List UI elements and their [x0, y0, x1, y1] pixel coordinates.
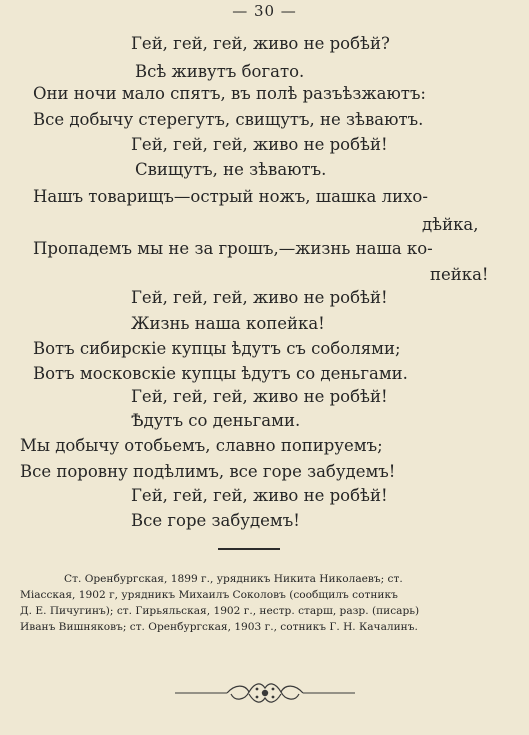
poem-line: Вотъ сибирскіе купцы ѣдутъ съ соболями;: [33, 339, 401, 358]
poem-line: Вотъ московскіе купцы ѣдутъ со деньгами.: [33, 364, 408, 383]
poem-line: Все поровну подѣлимъ, все горе забудемъ!: [20, 462, 396, 481]
poem-line: Все добычу стерегутъ, свищутъ, не зѣваютъ.: [33, 110, 424, 129]
poem-line: Всѣ живутъ богато.: [135, 62, 305, 81]
page-number: — 30 —: [232, 2, 297, 20]
poem-line: Они ночи мало спятъ, въ полѣ разъѣзжаютъ:: [33, 84, 426, 103]
poem-line: Пропадемъ мы не за грошъ,—жизнь наша ко-: [33, 239, 433, 258]
poem-line: Гей, гей, гей, живо не робѣй!: [131, 288, 388, 307]
poem-line: Свищутъ, не зѣваютъ.: [135, 160, 327, 179]
poem-line: Все горе забудемъ!: [131, 511, 300, 530]
footnote-line: Ст. Оренбургская, 1899 г., урядникъ Никита Николаевъ; ст.: [64, 573, 403, 585]
poem-line: Гей, гей, гей, живо не робѣй!: [131, 135, 388, 154]
footnote-line: Міасская, 1902 г, урядникъ Михаилъ Соколовъ (сообщилъ сотникъ: [20, 589, 398, 601]
poem-line: Жизнь наша копейка!: [131, 314, 325, 333]
poem-line: Гей, гей, гей, живо не робѣй?: [131, 34, 390, 53]
poem-line: Мы добычу отобьемъ, славно попируемъ;: [20, 436, 383, 455]
poem-line: Нашъ товарищъ—острый ножъ, шашка лихо-: [33, 187, 428, 206]
poem-line: пейка!: [430, 265, 489, 284]
poem-line: Гей, гей, гей, живо не робѣй!: [131, 486, 388, 505]
section-divider: [218, 548, 280, 550]
poem-line: Ѣдутъ со деньгами.: [131, 411, 301, 430]
poem-line: Гей, гей, гей, живо не робѣй!: [131, 387, 388, 406]
footnote-line: Иванъ Вишняковъ; ст. Оренбургская, 1903 г., сотникъ Г. Н. Качалинъ.: [20, 621, 418, 633]
footnote-line: Д. Е. Пичугинъ); ст. Гирьяльская, 1902 г., нестр. старш, разр. (писарь): [20, 605, 420, 617]
ornament-icon: [175, 680, 355, 706]
poem-line: дѣйка,: [422, 215, 479, 234]
